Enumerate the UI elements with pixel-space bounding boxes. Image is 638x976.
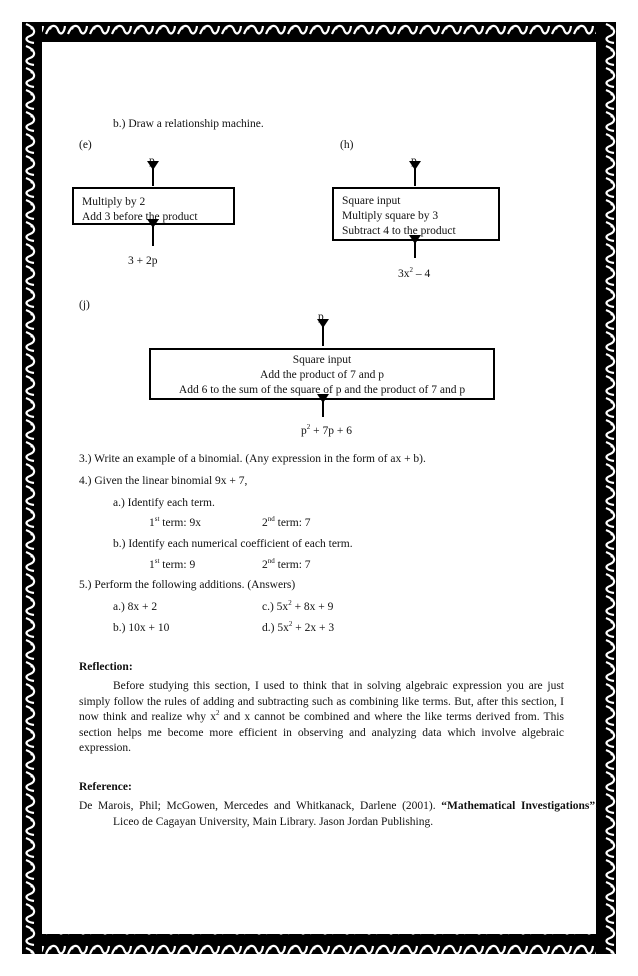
question-5: 5.) Perform the following additions. (Answers) [79,579,296,591]
machine-j-label: (j) [79,299,90,311]
machine-h-line-3: Subtract 4 to the product [342,225,456,237]
machine-e-input: p [149,155,155,167]
q5-answer-b: b.) 10x + 10 [113,622,170,634]
machine-e-line-1: Multiply by 2 [82,196,146,208]
machine-h-label: (h) [340,139,354,151]
reflection-paragraph: Before studying this section, I used to think that in solving algebraic expression you are just simply follow the rules of adding and subtracting such as combining like terms. But, after this section, I now think and realize why $x^2$ and x cannot be combined and where the like terms derived from. This section helps me become more efficient in observing and analyzing data which involve algebraic expression. [79,680,564,754]
machine-h-input: p [411,155,417,167]
machine-j-input: p [318,311,324,323]
q4a-second-term: 2nd term: 7 [262,515,311,529]
q5-answer-a: a.) 8x + 2 [113,601,158,613]
machine-j-line-3: Add 6 to the sum of the square of p and the product of 7 and p [178,384,466,396]
q4b-first-term: 1st term: 9 [149,557,196,571]
reference-heading: Reference: [79,781,132,793]
question-3: 3.) Write an example of a binomial. (Any expression in the form of ax + b). [79,453,426,465]
machine-j-output: $p^2 + 7p + 6$ [301,423,352,437]
machine-j-box [149,348,495,400]
machine-h-box [332,187,500,241]
q4b-second-term: 2nd term: 7 [262,557,311,571]
machine-j-line-1: Square input [292,354,352,366]
q4a-first-term: 1st term: 9x [149,515,201,529]
question-4a: a.) Identify each term. [113,497,215,509]
section-b-heading: b.) Draw a relationship machine. [113,118,264,130]
q5-answer-c: c.) $5x^2 + 8x + 9$ [262,599,334,613]
machine-h-line-1: Square input [342,195,401,207]
question-4: 4.) Given the linear binomial 9x + 7, [79,475,248,487]
machine-e-output: 3 + 2p [128,255,158,267]
q5-answer-d: d.) $5x^2 + 2x + 3$ [262,620,335,634]
machine-h-line-2: Multiply square by 3 [342,210,439,222]
reference-entry: De Marois, Phil; McGowen, Mercedes and Whitkanack, Darlene (2001). “Mathematical Investigations”. Liceo de Cagayan University, Main Library. Jason Jordan Publishing. [79,800,599,828]
machine-j-line-2: Add the product of 7 and p [260,369,384,381]
question-4b: b.) Identify each numerical coefficient of each term. [113,538,353,550]
reflection-heading: Reflection: [79,661,133,673]
machine-e-label: (e) [79,139,92,151]
machine-e-line-2: Add 3 before the product [82,211,198,223]
machine-h-output: $3x^2 - 4$ [398,266,431,280]
